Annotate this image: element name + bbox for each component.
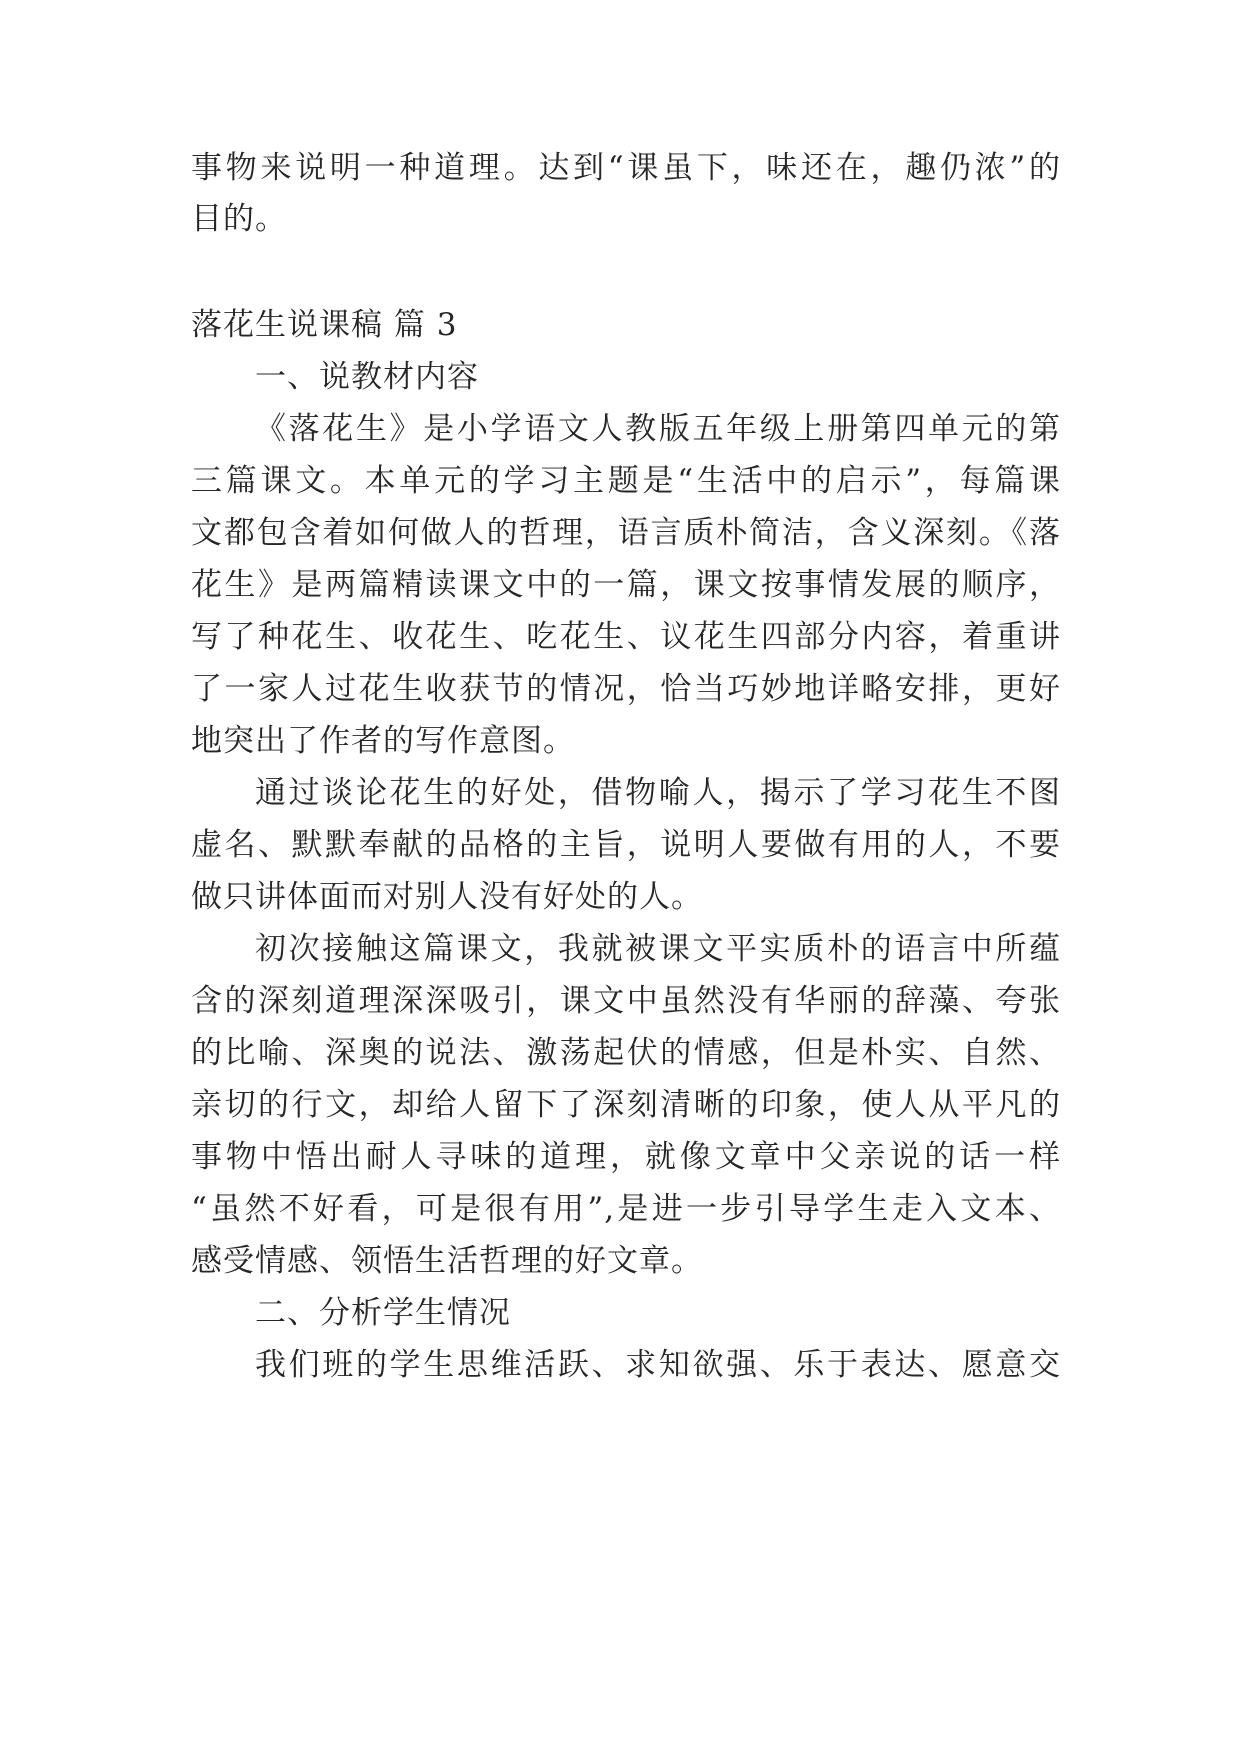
text-line: 含的深刻道理深深吸引，课文中虽然没有华丽的辞藻、夸张 bbox=[191, 983, 1061, 1019]
text-line: 文都包含着如何做人的哲理，语言质朴简洁，含义深刻。《落 bbox=[191, 515, 1061, 551]
text-line: 初次接触这篇课文，我就被课文平实质朴的语言中所蕴 bbox=[255, 931, 1061, 967]
heading-line: 二、分析学生情况 bbox=[255, 1295, 511, 1331]
text-line: 事物中悟出耐人寻味的道理，就像文章中父亲说的话一样 bbox=[191, 1139, 1061, 1175]
text-line: 了一家人过花生收获节的情况，恰当巧妙地详略安排，更好 bbox=[191, 671, 1061, 707]
text-line: 目的。 bbox=[191, 201, 287, 237]
text-line: 做只讲体面而对别人没有好处的人。 bbox=[191, 879, 703, 915]
text-line: 通过谈论花生的好处，借物喻人，揭示了学习花生不图 bbox=[255, 775, 1061, 811]
text-line: 三篇课文。本单元的学习主题是“生活中的启示”，每篇课 bbox=[191, 463, 1061, 499]
text-line: 《落花生》是小学语文人教版五年级上册第四单元的第 bbox=[255, 411, 1061, 447]
text-line: 花生》是两篇精读课文中的一篇，课文按事情发展的顺序， bbox=[191, 567, 1061, 603]
text-line: 虚名、默默奉献的品格的主旨，说明人要做有用的人，不要 bbox=[191, 827, 1061, 863]
text-line: 的比喻、深奥的说法、激荡起伏的情感，但是朴实、自然、 bbox=[191, 1035, 1061, 1071]
text-line: 地突出了作者的写作意图。 bbox=[191, 723, 575, 759]
text-line: “虽然不好看，可是很有用”,是进一步引导学生走入文本、 bbox=[191, 1191, 1061, 1227]
heading-line: 一、说教材内容 bbox=[255, 359, 479, 395]
text-line: 我们班的学生思维活跃、求知欲强、乐于表达、愿意交 bbox=[255, 1347, 1061, 1383]
section-title: 落花生说课稿 篇 3 bbox=[191, 307, 458, 343]
text-line: 事物来说明一种道理。达到“课虽下，味还在，趣仍浓”的 bbox=[191, 150, 1061, 186]
text-line: 感受情感、领悟生活哲理的好文章。 bbox=[191, 1243, 703, 1279]
text-line: 亲切的行文，却给人留下了深刻清晰的印象，使人从平凡的 bbox=[191, 1087, 1061, 1123]
text-line: 写了种花生、收花生、吃花生、议花生四部分内容，着重讲 bbox=[191, 619, 1061, 655]
